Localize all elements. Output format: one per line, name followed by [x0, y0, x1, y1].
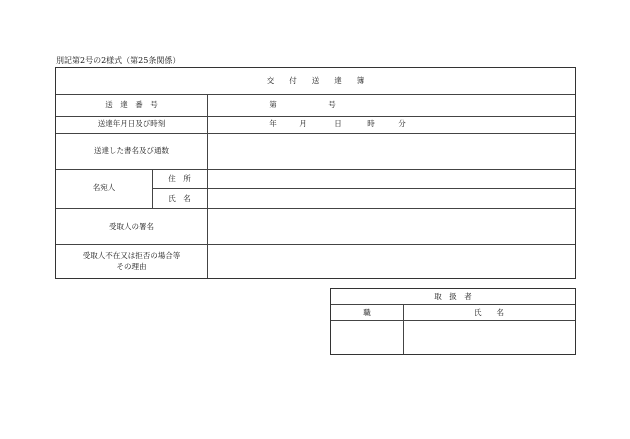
documents-label: 送達した書名及び通数: [94, 146, 169, 155]
handler-name-label: 氏 名: [474, 308, 504, 317]
name-label: 氏 名: [168, 194, 191, 203]
handler-position-label: 職: [363, 308, 371, 317]
refusal-reason-line2: その理由: [116, 262, 147, 271]
delivery-number-prefix: 第: [269, 100, 277, 109]
datetime-day: 日: [334, 119, 342, 128]
row-divider-title: [56, 94, 575, 95]
row-divider-address: [152, 188, 575, 189]
addressee-label: 名宛人: [92, 183, 116, 192]
datetime-minute: 分: [398, 119, 406, 128]
row-divider-datetime: [56, 133, 575, 134]
row-divider-signature: [56, 244, 575, 245]
datetime-month: 月: [299, 119, 307, 128]
recipient-signature-label: 受取人の署名: [109, 222, 154, 231]
datetime-year: 年: [269, 119, 277, 128]
delivery-number-label: 送 達 番 号: [105, 100, 158, 109]
datetime-hour: 時: [367, 119, 375, 128]
refusal-reason-line1: 受取人不在又は拒否の場合等: [82, 251, 181, 260]
handler-title: 取 扱 者: [434, 292, 472, 301]
handler-row-divider-labels: [331, 320, 575, 321]
form-title: 交 付 送 達 簿: [266, 76, 365, 85]
row-divider-addressee: [56, 208, 575, 209]
row-divider-documents: [56, 169, 575, 170]
delivery-register-form: [55, 67, 576, 279]
handler-row-divider-title: [331, 304, 575, 305]
address-label: 住 所: [168, 174, 191, 183]
datetime-label: 送達年月日及び時刻: [97, 119, 166, 128]
row-divider-number: [56, 116, 575, 117]
column-divider-main: [207, 94, 208, 278]
delivery-number-suffix: 号: [328, 100, 336, 109]
document-caption: 別記第2号の2様式（第25条関係）: [56, 56, 181, 65]
handler-box: [330, 288, 576, 355]
